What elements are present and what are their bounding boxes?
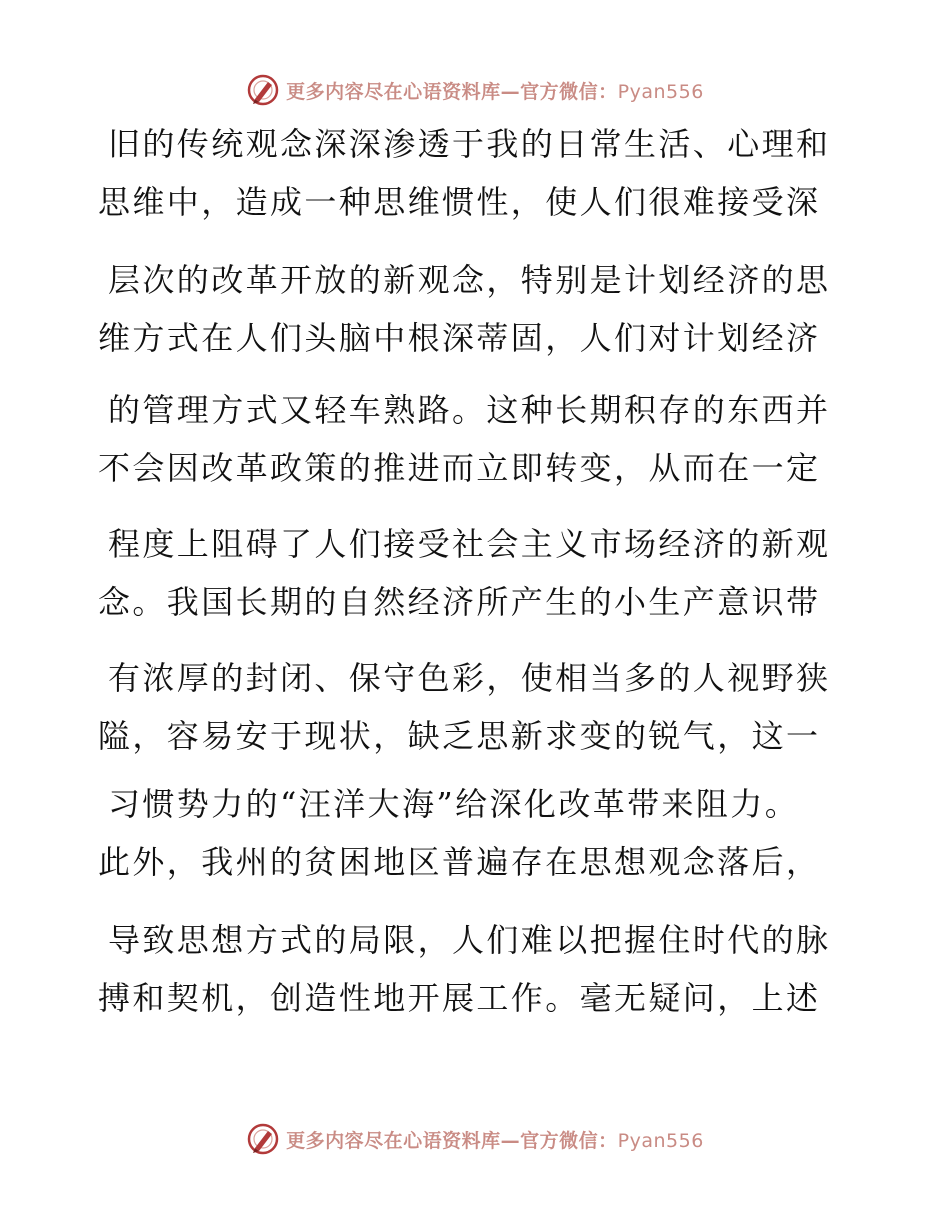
text-line: 的管理方式又轻车熟路。这种长期积存的东西并	[108, 391, 831, 429]
wechat-id: Pyan556	[617, 1129, 704, 1152]
text-line: 隘，容易安于现状，缺乏思新求变的锐气，这一	[98, 717, 821, 755]
text-line: 思维中，造成一种思维惯性，使人们很难接受深	[98, 183, 821, 221]
text-line: 念。我国长期的自然经济所产生的小生产意识带	[98, 583, 821, 621]
text-line: 旧的传统观念深深渗透于我的日常生活、心理和	[108, 125, 831, 163]
text-line: 维方式在人们头脑中根深蒂固，人们对计划经济	[98, 319, 821, 357]
header-watermark	[0, 70, 950, 110]
text-line: 此外，我州的贫困地区普遍存在思想观念落后，	[98, 843, 821, 881]
watermark-text: 更多内容尽在心语资料库—官方微信：Pyan556	[286, 1129, 704, 1152]
wechat-id: Pyan556	[617, 80, 704, 103]
text-line: 有浓厚的封闭、保守色彩，使相当多的人视野狭	[108, 659, 831, 697]
text-line: 程度上阻碍了人们接受社会主义市场经济的新观	[108, 525, 831, 563]
text-line: 不会因改革政策的推进而立即转变，从而在一定	[98, 449, 821, 487]
text-line: 习惯势力的“汪洋大海”给深化改革带来阻力。	[108, 785, 800, 823]
footer-watermark	[0, 1119, 950, 1159]
pen-logo-icon	[246, 1122, 280, 1156]
watermark-text: 更多内容尽在心语资料库—官方微信：Pyan556	[286, 80, 704, 103]
text-line: 导致思想方式的局限，人们难以把握住时代的脉	[108, 921, 831, 959]
text-line: 搏和契机，创造性地开展工作。毫无疑问，上述	[98, 979, 821, 1017]
pen-logo-icon	[246, 73, 280, 107]
text-line: 层次的改革开放的新观念，特别是计划经济的思	[108, 261, 831, 299]
